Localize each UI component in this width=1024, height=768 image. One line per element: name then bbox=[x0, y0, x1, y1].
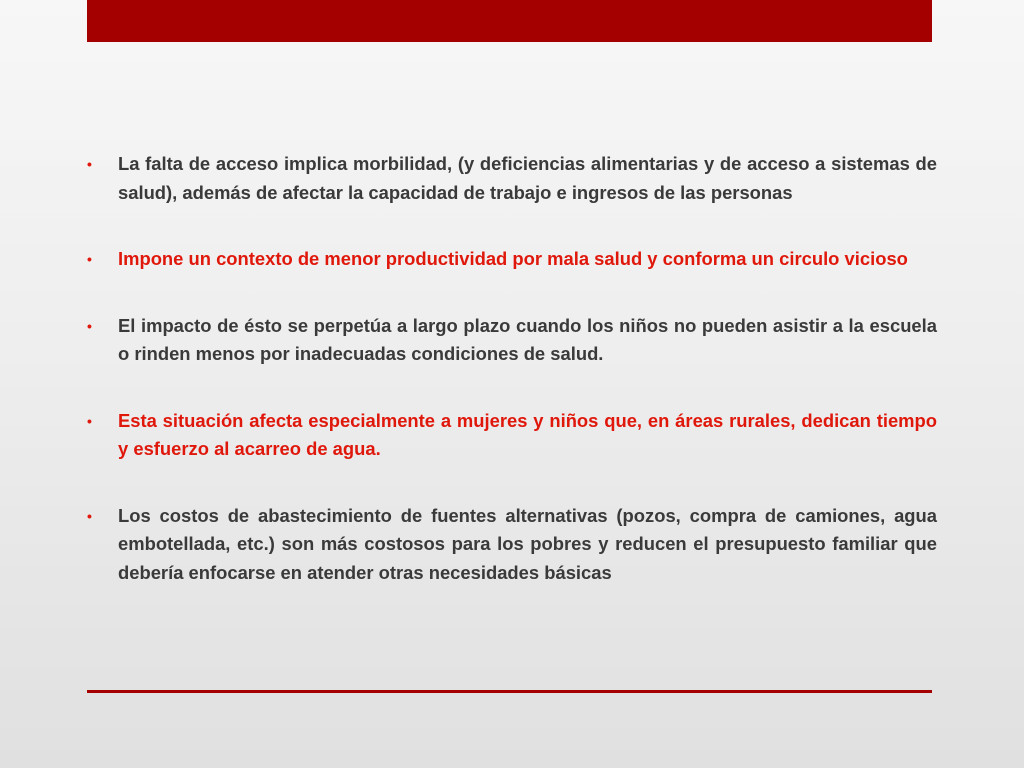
bullet-item-1 bbox=[87, 150, 937, 207]
bullet-text: Los costos de abastecimiento de fuentes alternativas (pozos, compra de camiones, agua embotellada, etc.) son más costosos para los pobres y reducen el presupuesto familiar que debería enfocarse en atender otras necesidades básicas bbox=[118, 504, 937, 583]
bullet-item-2 bbox=[87, 245, 937, 274]
bullet-dot-icon: • bbox=[87, 507, 92, 524]
bullet-dot-icon: • bbox=[87, 412, 92, 429]
bullet-dot-icon: • bbox=[87, 317, 92, 334]
bottom-divider-line bbox=[87, 690, 932, 693]
bullet-text: La falta de acceso implica morbilidad, (y deficiencias alimentarias y de acceso a sistemas de salud), además de afectar la capacidad de trabajo e ingresos de las personas bbox=[118, 153, 937, 203]
bullet-item-3 bbox=[87, 312, 937, 369]
slide-content bbox=[87, 150, 937, 625]
bullet-text: Impone un contexto de menor productividad por mala salud y conforma un circulo vicioso bbox=[118, 248, 908, 269]
bullet-item-4 bbox=[87, 407, 937, 464]
bullet-dot-icon: • bbox=[87, 156, 92, 172]
bullet-dot-icon: • bbox=[87, 251, 92, 267]
bullet-text: Esta situación afecta especialmente a mujeres y niños que, en áreas rurales, dedican tiempo y esfuerzo al acarreo de agua. bbox=[118, 409, 937, 459]
bullet-list bbox=[87, 150, 937, 587]
bullet-text: El impacto de ésto se perpetúa a largo plazo cuando los niños no pueden asistir a la escuela o rinden menos por inadecuadas condiciones de salud. bbox=[118, 314, 937, 364]
bullet-item-5 bbox=[87, 502, 937, 588]
top-accent-bar bbox=[87, 0, 932, 42]
